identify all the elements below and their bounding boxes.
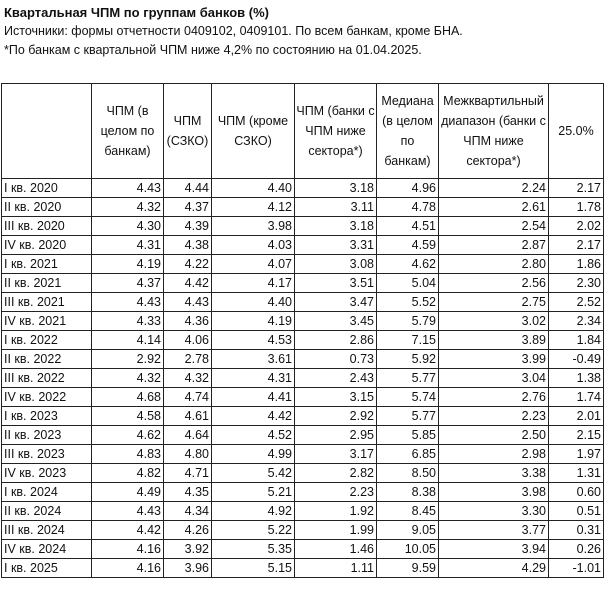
table-row — [2, 483, 604, 502]
table-cell: 2.98 — [439, 445, 549, 464]
row-label-cell: II кв. 2024 — [2, 502, 92, 521]
row-label-cell: I кв. 2021 — [2, 255, 92, 274]
table-cell: 3.45 — [295, 312, 377, 331]
table-cell: 4.17 — [212, 274, 295, 293]
table-cell: 3.89 — [439, 331, 549, 350]
table-cell: -0.49 — [549, 350, 604, 369]
table-cell: 4.43 — [92, 179, 164, 198]
table-cell: 5.15 — [212, 559, 295, 578]
row-label-cell: II кв. 2022 — [2, 350, 92, 369]
table-cell: 4.43 — [92, 293, 164, 312]
table-row — [2, 407, 604, 426]
table-cell: 4.59 — [377, 236, 439, 255]
table-cell: 3.18 — [295, 217, 377, 236]
table-cell: 4.80 — [164, 445, 212, 464]
column-header: Межквартильный диапазон (банки с ЧПМ ниже сектора*) — [439, 84, 549, 179]
table-cell: 1.11 — [295, 559, 377, 578]
table-row — [2, 331, 604, 350]
row-label-cell: III кв. 2021 — [2, 293, 92, 312]
table-cell: 8.45 — [377, 502, 439, 521]
table-cell: 4.99 — [212, 445, 295, 464]
row-label-cell: IV кв. 2022 — [2, 388, 92, 407]
table-cell: 1.84 — [549, 331, 604, 350]
table-cell: 4.32 — [92, 198, 164, 217]
table-cell: 4.68 — [92, 388, 164, 407]
table-cell: 4.35 — [164, 483, 212, 502]
table-row — [2, 236, 604, 255]
row-label-cell: III кв. 2022 — [2, 369, 92, 388]
table-cell: 2.54 — [439, 217, 549, 236]
table-cell: 4.52 — [212, 426, 295, 445]
table-cell: 4.58 — [92, 407, 164, 426]
table-cell: 2.34 — [549, 312, 604, 331]
column-header: ЧПМ (в целом по банкам) — [92, 84, 164, 179]
table-cell: 4.42 — [212, 407, 295, 426]
table-cell: 2.56 — [439, 274, 549, 293]
table-cell: 0.26 — [549, 540, 604, 559]
row-label-cell: IV кв. 2024 — [2, 540, 92, 559]
table-cell: 4.82 — [92, 464, 164, 483]
table-cell: 3.04 — [439, 369, 549, 388]
row-label-cell: I кв. 2025 — [2, 559, 92, 578]
table-cell: 2.43 — [295, 369, 377, 388]
table-cell: 4.32 — [164, 369, 212, 388]
table-cell: 3.47 — [295, 293, 377, 312]
table-cell: 5.79 — [377, 312, 439, 331]
table-cell: 5.42 — [212, 464, 295, 483]
table-body — [2, 179, 604, 578]
table-cell: 3.61 — [212, 350, 295, 369]
table-cell: 2.02 — [549, 217, 604, 236]
table-cell: 4.03 — [212, 236, 295, 255]
table-cell: 5.22 — [212, 521, 295, 540]
row-label-cell: III кв. 2024 — [2, 521, 92, 540]
table-cell: 1.92 — [295, 502, 377, 521]
page-title: Квартальная ЧПМ по группам банков (%) — [4, 5, 269, 20]
table-cell: 4.34 — [164, 502, 212, 521]
table-cell: 2.15 — [549, 426, 604, 445]
table-cell: 5.21 — [212, 483, 295, 502]
table-cell: -1.01 — [549, 559, 604, 578]
table-cell: 4.83 — [92, 445, 164, 464]
table-cell: 4.62 — [377, 255, 439, 274]
table-cell: 2.23 — [439, 407, 549, 426]
table-cell: 1.38 — [549, 369, 604, 388]
table-cell: 3.02 — [439, 312, 549, 331]
table-cell: 4.12 — [212, 198, 295, 217]
table-cell: 2.92 — [295, 407, 377, 426]
table-row — [2, 426, 604, 445]
table-cell: 2.61 — [439, 198, 549, 217]
table-row — [2, 445, 604, 464]
table-row — [2, 312, 604, 331]
table-cell: 10.05 — [377, 540, 439, 559]
table-cell: 4.71 — [164, 464, 212, 483]
table-cell: 2.76 — [439, 388, 549, 407]
row-label-cell: IV кв. 2021 — [2, 312, 92, 331]
table-cell: 3.98 — [212, 217, 295, 236]
table-cell: 3.98 — [439, 483, 549, 502]
table-cell: 0.51 — [549, 502, 604, 521]
row-label-cell: I кв. 2023 — [2, 407, 92, 426]
table-cell: 5.77 — [377, 369, 439, 388]
row-label-cell: III кв. 2023 — [2, 445, 92, 464]
table-cell: 4.49 — [92, 483, 164, 502]
table-row — [2, 255, 604, 274]
table-cell: 4.37 — [164, 198, 212, 217]
table-row — [2, 388, 604, 407]
table-cell: 4.43 — [164, 293, 212, 312]
table-cell: 4.96 — [377, 179, 439, 198]
table-cell: 4.19 — [212, 312, 295, 331]
table-cell: 4.33 — [92, 312, 164, 331]
table-cell: 1.31 — [549, 464, 604, 483]
table-cell: 2.95 — [295, 426, 377, 445]
table-cell: 2.92 — [92, 350, 164, 369]
table-cell: 5.52 — [377, 293, 439, 312]
table-cell: 4.43 — [92, 502, 164, 521]
row-label-cell: I кв. 2022 — [2, 331, 92, 350]
column-header: ЧПМ (кроме СЗКО) — [212, 84, 295, 179]
column-header: 25.0% — [549, 84, 604, 179]
table-row — [2, 274, 604, 293]
table-cell: 3.08 — [295, 255, 377, 274]
table-cell: 4.40 — [212, 179, 295, 198]
table-cell: 4.42 — [164, 274, 212, 293]
table-header-row — [2, 84, 604, 179]
table-cell: 4.61 — [164, 407, 212, 426]
table-cell: 4.41 — [212, 388, 295, 407]
table-cell: 4.16 — [92, 540, 164, 559]
table-cell: 4.64 — [164, 426, 212, 445]
table-cell: 2.87 — [439, 236, 549, 255]
table-cell: 2.86 — [295, 331, 377, 350]
table-cell: 2.75 — [439, 293, 549, 312]
table-cell: 4.40 — [212, 293, 295, 312]
table-cell: 1.86 — [549, 255, 604, 274]
table-cell: 4.36 — [164, 312, 212, 331]
table-cell: 4.62 — [92, 426, 164, 445]
table-cell: 1.46 — [295, 540, 377, 559]
table-cell: 3.17 — [295, 445, 377, 464]
table-cell: 3.94 — [439, 540, 549, 559]
table-cell: 3.30 — [439, 502, 549, 521]
table-cell: 3.15 — [295, 388, 377, 407]
table-row — [2, 293, 604, 312]
table-cell: 3.11 — [295, 198, 377, 217]
table-cell: 1.97 — [549, 445, 604, 464]
table-cell: 4.53 — [212, 331, 295, 350]
table-cell: 4.06 — [164, 331, 212, 350]
table-cell: 2.50 — [439, 426, 549, 445]
table-cell: 3.77 — [439, 521, 549, 540]
table-cell: 4.30 — [92, 217, 164, 236]
table-cell: 4.16 — [92, 559, 164, 578]
table-cell: 4.38 — [164, 236, 212, 255]
table-row — [2, 502, 604, 521]
table-cell: 2.24 — [439, 179, 549, 198]
table-cell: 3.51 — [295, 274, 377, 293]
table-cell: 2.82 — [295, 464, 377, 483]
table-cell: 4.26 — [164, 521, 212, 540]
table-cell: 4.42 — [92, 521, 164, 540]
table-row — [2, 350, 604, 369]
row-label-cell: IV кв. 2023 — [2, 464, 92, 483]
table-cell: 1.99 — [295, 521, 377, 540]
footnote: *По банкам с квартальной ЧПМ ниже 4,2% по состоянию на 01.04.2025. — [4, 43, 422, 57]
table-cell: 5.74 — [377, 388, 439, 407]
table-cell: 2.17 — [549, 236, 604, 255]
row-label-cell: II кв. 2021 — [2, 274, 92, 293]
table-cell: 5.04 — [377, 274, 439, 293]
table-cell: 4.14 — [92, 331, 164, 350]
table-row — [2, 521, 604, 540]
table-cell: 4.31 — [212, 369, 295, 388]
column-header — [2, 84, 92, 179]
table-cell: 5.77 — [377, 407, 439, 426]
table-row — [2, 559, 604, 578]
column-header: ЧПМ (банки с ЧПМ ниже сектора*) — [295, 84, 377, 179]
table-row — [2, 179, 604, 198]
table-cell: 2.17 — [549, 179, 604, 198]
row-label-cell: IV кв. 2020 — [2, 236, 92, 255]
table-cell: 4.22 — [164, 255, 212, 274]
table-cell: 0.60 — [549, 483, 604, 502]
table-cell: 4.74 — [164, 388, 212, 407]
row-label-cell: I кв. 2024 — [2, 483, 92, 502]
header — [0, 0, 612, 60]
table-cell: 8.38 — [377, 483, 439, 502]
table-cell: 4.07 — [212, 255, 295, 274]
column-header: Медиана (в целом по банкам) — [377, 84, 439, 179]
table-row — [2, 217, 604, 236]
table-cell: 5.85 — [377, 426, 439, 445]
table-cell: 3.18 — [295, 179, 377, 198]
table-cell: 4.78 — [377, 198, 439, 217]
table-cell: 9.05 — [377, 521, 439, 540]
table-row — [2, 464, 604, 483]
table-cell: 2.80 — [439, 255, 549, 274]
table-cell: 4.31 — [92, 236, 164, 255]
table-cell: 1.74 — [549, 388, 604, 407]
table-cell: 4.37 — [92, 274, 164, 293]
table-cell: 4.29 — [439, 559, 549, 578]
table-cell: 2.52 — [549, 293, 604, 312]
table-cell: 2.23 — [295, 483, 377, 502]
table-cell: 4.44 — [164, 179, 212, 198]
table-cell: 5.92 — [377, 350, 439, 369]
row-label-cell: II кв. 2023 — [2, 426, 92, 445]
table-cell: 3.38 — [439, 464, 549, 483]
table-cell: 3.99 — [439, 350, 549, 369]
table-row — [2, 198, 604, 217]
table-cell: 4.32 — [92, 369, 164, 388]
table-cell: 8.50 — [377, 464, 439, 483]
table-cell: 4.51 — [377, 217, 439, 236]
table-cell: 4.19 — [92, 255, 164, 274]
table-row — [2, 540, 604, 559]
table-cell: 0.31 — [549, 521, 604, 540]
table-cell: 2.78 — [164, 350, 212, 369]
table-cell: 3.96 — [164, 559, 212, 578]
table-cell: 3.92 — [164, 540, 212, 559]
table-cell: 3.31 — [295, 236, 377, 255]
table-row — [2, 369, 604, 388]
table-cell: 2.30 — [549, 274, 604, 293]
row-label-cell: III кв. 2020 — [2, 217, 92, 236]
row-label-cell: I кв. 2020 — [2, 179, 92, 198]
column-header: ЧПМ (СЗКО) — [164, 84, 212, 179]
table-cell: 9.59 — [377, 559, 439, 578]
table-cell: 1.78 — [549, 198, 604, 217]
table-cell: 2.01 — [549, 407, 604, 426]
table-cell: 0.73 — [295, 350, 377, 369]
table-cell: 4.39 — [164, 217, 212, 236]
table-cell: 6.85 — [377, 445, 439, 464]
table-cell: 5.35 — [212, 540, 295, 559]
row-label-cell: II кв. 2020 — [2, 198, 92, 217]
source-note: Источники: формы отчетности 0409102, 0409101. По всем банкам, кроме БНА. — [4, 24, 463, 38]
data-table — [1, 83, 604, 578]
table-cell: 7.15 — [377, 331, 439, 350]
table-cell: 4.92 — [212, 502, 295, 521]
